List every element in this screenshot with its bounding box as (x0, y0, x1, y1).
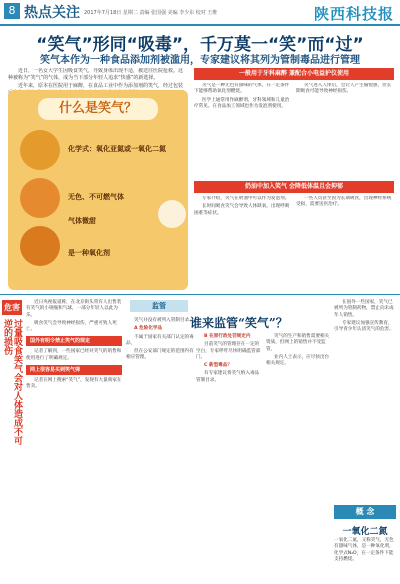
lead-paragraph: 近年来，原本在医院用于麻醉，在食品工业中作为添加剂的笑气，经过包装 (18, 83, 184, 89)
supervise-headline: 谁来监管“笑气”？ (190, 316, 288, 330)
text-column (126, 318, 194, 364)
paragraph: 专家建议加强宣传教育，引导青少年认清笑气的危害。 (334, 320, 394, 333)
paragraph: 不属于国家有关部门认定的毒品， (126, 334, 194, 346)
paragraph: 在国外一些国家，笑气已被列为管制药物，禁止向未成年人销售。 (334, 300, 394, 318)
concept-text: 一氧化二氮，又称笑气，无色有甜味气体，是一种氧化剂，化学式N₂O，在一定条件下能支持燃烧。 (334, 538, 394, 562)
section-divider (0, 294, 400, 295)
right-column (194, 68, 394, 171)
danger-title: 过量吸食笑气会对人体造成不可逆的损伤 (2, 319, 22, 445)
headline: “笑气”形同“吸毒”，千万莫一“笑”而“过” (36, 35, 364, 55)
paragraph: 一些人员甚至因为长期吸食，出现神经系统受损，需要送医治疗。 (296, 196, 392, 208)
illustration-label: 无色、不可燃气体 (68, 193, 124, 201)
subsection-heading: 国外有明令禁止笑气的规定 (26, 336, 122, 346)
subheading: C 新型毒品？ (204, 363, 232, 369)
paragraph: 医学上通常用作麻醉剂，牙科领域和儿童治疗常见。在食品加工领域也作为发泡剂使用。 (194, 97, 290, 109)
text-column (334, 300, 396, 335)
right-text-columns-2 (194, 196, 394, 284)
text-column (194, 83, 292, 171)
paragraph: 业内人士表示，应尽快出台相关规定。 (266, 354, 330, 367)
bubble-icon (20, 178, 60, 218)
paragraph: 记者在网上搜索“笑气”，发现有大量商家在售卖。 (26, 378, 122, 390)
paragraph: 长时间吸食笑气会导致人体缺氧，出现呼吸困难等症状。 (194, 204, 290, 216)
danger-column (26, 300, 122, 393)
page-header (0, 0, 400, 26)
text-column (266, 334, 330, 369)
lead-paragraph: 近日，一名女大学生因吸食笑气，导致身体出现不适，被送往医院抢救。这种被称为“笑气”的气体，成为当下部分年轻人追求“快感”的新选择。 (8, 68, 184, 81)
section-number: 8 (4, 3, 20, 19)
subheading: B 在原行政处罚规定内 (204, 334, 251, 339)
illustration-label: 气体微甜 (68, 217, 96, 225)
text-column (194, 196, 292, 284)
molecule-icon (158, 200, 186, 228)
paragraph: 记者了解到，一些国家已经对笑气的销售和使用进行了明确规定。 (26, 349, 122, 361)
masthead: 陕西科技报 (313, 5, 394, 23)
concept-title: 一氧化二氮 (342, 527, 388, 537)
paragraph: 笑气进入人体后，会让人产生愉悦感，但长期吸食可能导致神经损伤。 (296, 83, 392, 95)
paragraph: 专家介绍，笑气在奶油中可以作为发泡剂。 (202, 196, 290, 201)
supervise-tag: 监管 (130, 300, 188, 312)
paragraph: 笑气的生产和销售需要相关资质，但网上的销售并不受监管。 (266, 334, 330, 352)
text-column (296, 196, 394, 284)
paragraph: 目前笑气的管理存在一定的空白，专家呼吁尽快明确监管部门。 (196, 342, 261, 360)
issue-meta: 2017年7月18日 星期二 责编 张国强 美编 李少东 校对 王维 (84, 10, 218, 16)
danger-tag: 危害 (2, 300, 22, 315)
paragraph: 笑气是一种无色有甜味的气体，在一定条件下能够帮助氧化剂燃烧。 (194, 83, 290, 95)
subsection-heading: 网上很容易买到笑气弹 (26, 365, 122, 375)
paragraph: 但在公安部门规定的范围内有相应管理。 (126, 349, 194, 361)
right-banner: 一般用于牙科麻醉 兼配合小电益护仪使用 (194, 68, 394, 80)
right-text-columns (194, 83, 394, 171)
subheading: A 危险化学品 (134, 326, 163, 332)
text-column (196, 334, 262, 386)
bubble-icon (20, 226, 60, 266)
concept-tag: 概 念 (334, 505, 396, 519)
danger-sidebar (2, 300, 22, 460)
subheadline: 笑气本作为一种食品添加剂被滥用，专家建议将其列为管制毒品进行管理 (40, 55, 360, 66)
illustration-title: 什么是笑气？ (38, 98, 158, 120)
illustration-label: 化学式：氧化亚氮或一氧化二氮 (68, 145, 166, 153)
illustration-label: 是一种氧化剂 (68, 249, 110, 257)
paragraph: 有专家建议将笑气纳入毒品管制目录。 (196, 371, 260, 383)
illustration (8, 90, 188, 290)
right-banner-2: 奶油中加入笑气 会降低体温且会抑郁 (194, 181, 394, 193)
paragraph: 吸食笑气会导致神经损伤，严重可致人死亡。 (26, 320, 117, 333)
bubble-icon (20, 130, 60, 170)
paragraph: 笑气并没有被列入管制目录。 (134, 318, 194, 323)
paragraph: 近日央视报道称，在北京街头常有人出售装有笑气的小钢瓶和气球，一部分年轻人以此为乐。 (26, 300, 122, 318)
text-column (296, 83, 394, 171)
section-title: 热点关注 (24, 5, 80, 21)
